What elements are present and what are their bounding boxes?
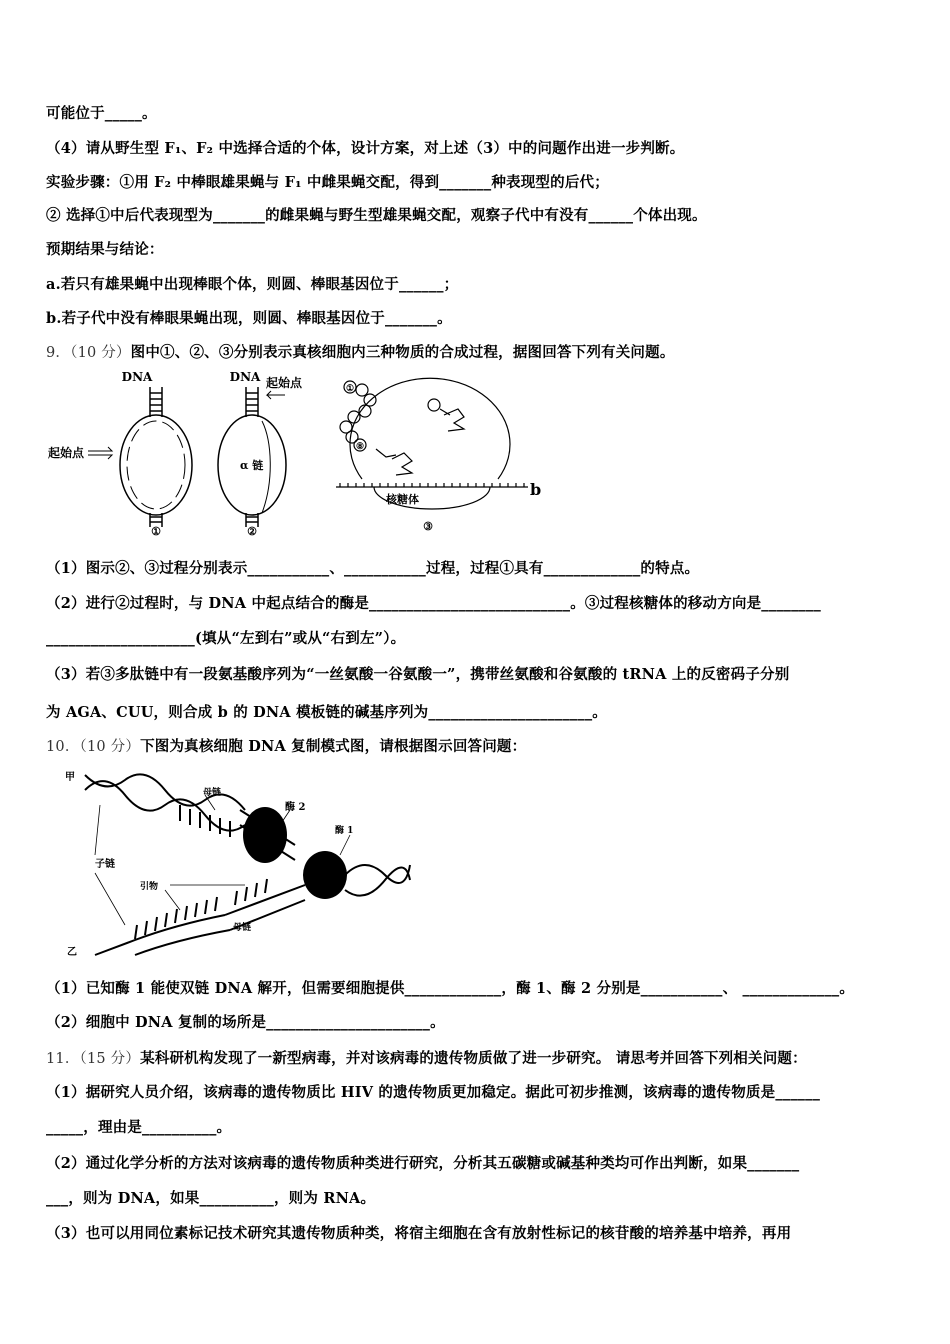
question-text: 某科研机构发现了一新型病毒，并对该病毒的遗传物质做了进一步研究。 请思考并回答下列相关问题： (140, 1050, 807, 1067)
daughter-strand-label: 子链 (95, 859, 115, 870)
text-line: （1）已知酶 1 能使双链 DNA 解开，但需要细胞提供_____________，酶 1、酶 2 分别是___________、 _____________。 (46, 980, 855, 997)
text-line: b.若子代中没有棒眼果蝇出现，则圆、棒眼基因位于_______。 (46, 310, 452, 327)
text-line: ____________________(填从“左到右”或从“右到左”）。 (46, 630, 406, 647)
question-11-stem (46, 1047, 807, 1068)
text-line: 预期结果与结论： (46, 241, 164, 258)
figure-label-1: ① (151, 525, 161, 538)
primer-label: 引物 (140, 882, 159, 892)
jia-label: 甲 (65, 772, 75, 783)
text-line: （2）细胞中 DNA 复制的场所是______________________。 (46, 1014, 445, 1031)
question-9-stem (46, 341, 675, 362)
text-line: （2）通过化学分析的方法对该病毒的遗传物质种类进行研究，分析其五碳糖或碱基种类均可作出判断，如果_______ (46, 1155, 800, 1172)
question-number: 10．（10 分） (46, 739, 141, 755)
origin-label: 起始点 (48, 446, 85, 460)
text-line: （4）请从野生型 F₁、F₂ 中选择合适的个体，设计方案，对上述（3）中的问题作出进一步判断。 (46, 140, 685, 157)
chain-residue-label: ⑧ (355, 442, 365, 452)
dna-label: DNA (229, 370, 261, 384)
text-line: （3）若③多肽链中有一段氨基酸序列为“一丝氨酸一谷氨酸一”，携带丝氨酸和谷氨酸的 tRNA 上的反密码子分别 (46, 666, 790, 683)
text-line: 可能位于_____。 (46, 105, 157, 122)
figure-transcription-translation (40, 365, 560, 540)
text-line: a.若只有雄果蝇中出现棒眼个体，则圆、棒眼基因位于______； (46, 276, 459, 293)
origin-label: 起始点 (266, 376, 303, 390)
question-number: 11．（15 分） (46, 1051, 141, 1067)
text-line: （1）据研究人员介绍，该病毒的遗传物质比 HIV 的遗传物质更加稳定。据此可初步推测，该病毒的遗传物质是______ (46, 1084, 821, 1101)
dna-label: DNA (121, 370, 153, 384)
question-text: 图中①、②、③分别表示真核细胞内三种物质的合成过程，据图回答下列有关问题。 (130, 344, 675, 361)
chain-start-label: ① (345, 384, 355, 394)
ribosome-label: 核糖体 (386, 493, 419, 506)
figure-label-2: ② (247, 525, 257, 538)
figure-dna-replication (55, 765, 425, 960)
figure-label-3: ③ (423, 520, 433, 533)
yi-label: 乙 (67, 947, 77, 958)
enzyme-2-label: 酶 2 (285, 802, 306, 813)
text-line: 为 AGA、CUU，则合成 b 的 DNA 模板链的碱基序列为______________________。 (46, 704, 607, 721)
text-line: 实验步骤：①用 F₂ 中棒眼雄果蝇与 F₁ 中雌果蝇交配，得到_______种表现型的后代； (46, 174, 609, 191)
text-line: （1）图示②、③过程分别表示___________、___________过程，过程①具有_____________的特点。 (46, 560, 700, 577)
parent-strand-label: 母链 (233, 923, 252, 933)
question-number: 9．（10 分） (46, 345, 131, 361)
text-line: ___，则为 DNA，如果__________，则为 RNA。 (46, 1190, 376, 1207)
alpha-chain-label: α 链 (240, 459, 264, 472)
b-label: b (530, 480, 542, 499)
question-text: 下图为真核细胞 DNA 复制模式图，请根据图示回答问题： (140, 738, 527, 755)
question-10-stem (46, 735, 526, 756)
parent-strand-label: 母链 (203, 788, 222, 798)
enzyme-1-label: 酶 1 (335, 826, 354, 836)
text-line: _____，理由是__________。 (46, 1119, 232, 1136)
text-line: ② 选择①中后代表现型为_______的雌果蝇与野生型雄果蝇交配，观察子代中有没有______个体出现。 (46, 207, 707, 224)
text-line: （3）也可以用同位素标记技术研究其遗传物质种类，将宿主细胞在含有放射性标记的核苷酸的培养基中培养，再用 (46, 1225, 792, 1242)
text-line: （2）进行②过程时，与 DNA 中起点结合的酶是___________________________。③过程核糖体的移动方向是________ (46, 595, 821, 612)
